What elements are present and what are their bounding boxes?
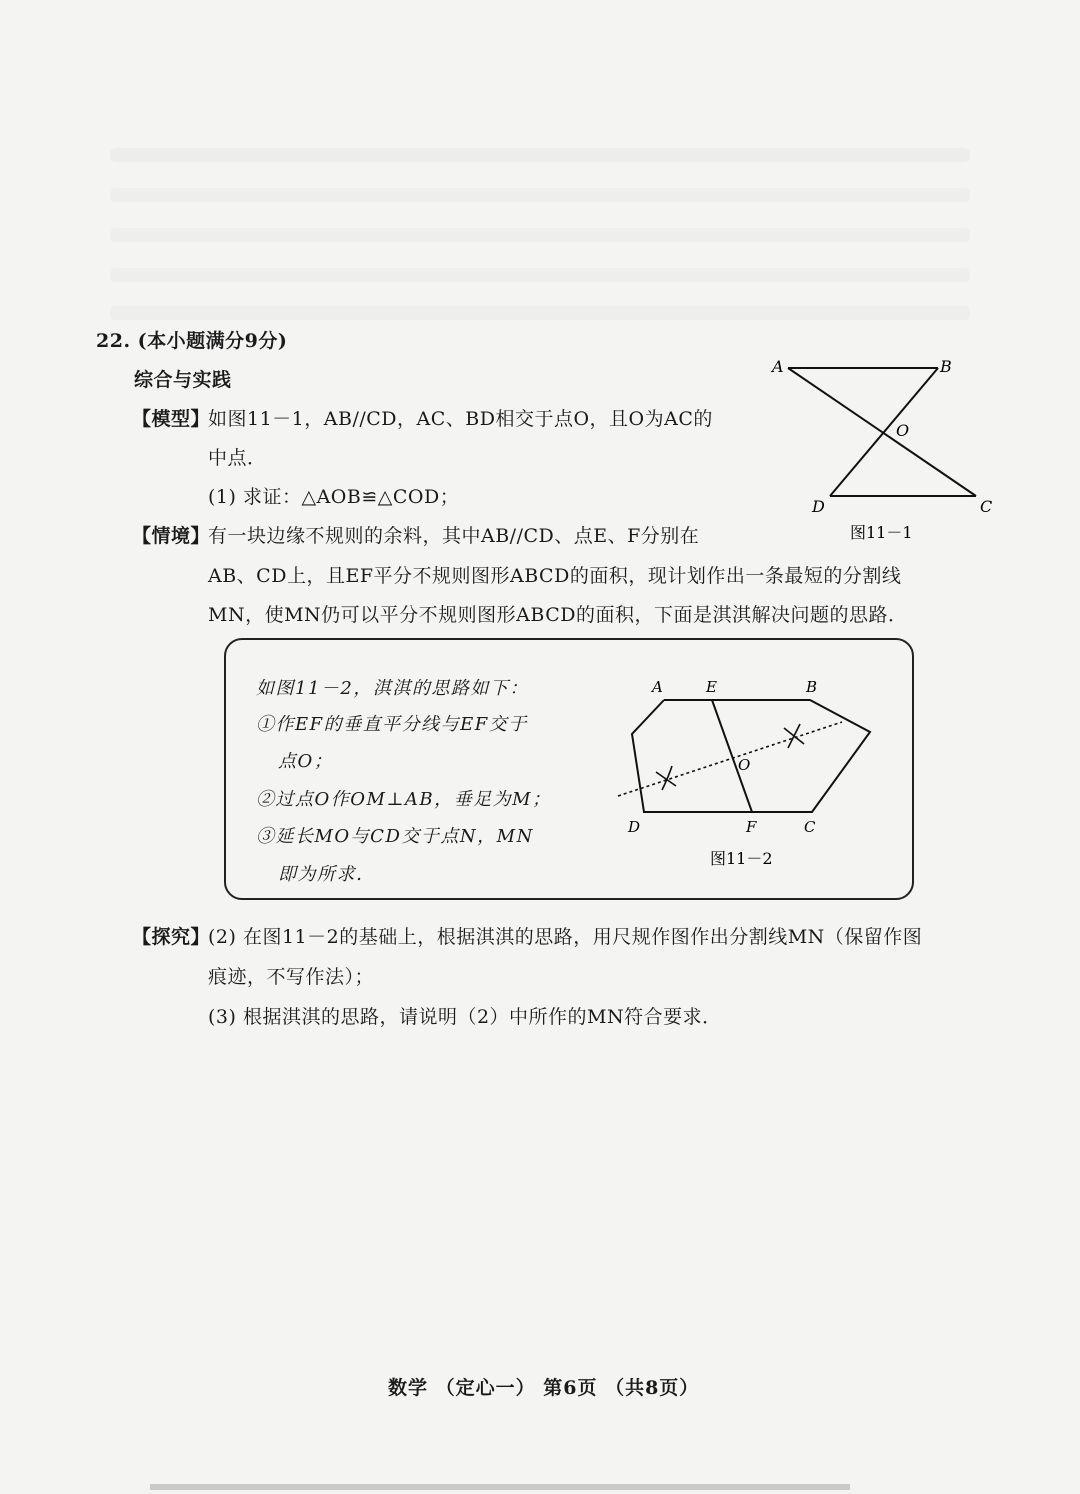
segment-bd [830,368,938,496]
situation-label: 【情境】 [132,525,211,547]
part-1: (1) 求证：△AOB≌△COD； [208,486,460,508]
label-f: F [746,818,757,836]
part-2-line-1: (2) 在图11－2的基础上，根据淇淇的思路，用尺规作图作出分割线MN（保留作图 [208,926,923,948]
situation-line-1: 有一块边缘不规则的余料，其中AB//CD、点E、F分别在 [208,525,700,547]
bleed-through-line [110,148,970,162]
model-label: 【模型】 [132,408,211,430]
figure-11-2 [606,670,896,880]
scan-edge-strip [150,1484,850,1490]
model-line-2: 中点． [208,447,267,469]
situation-line-3: MN，使MN仍可以平分不规则图形ABCD的面积，下面是淇淇解决问题的思路． [208,604,908,626]
step-3-line-1: ③延长MO与CD交于点N，MN [256,826,534,847]
label-o: O [738,756,751,774]
label-b: B [940,357,952,376]
step-1-line-1: ①作EF的垂直平分线与EF交于 [256,714,528,735]
arc-mark-lower [656,766,676,790]
step-3-line-2: 即为所求． [278,864,376,885]
label-c: C [804,818,816,836]
label-d: D [812,497,825,516]
label-d: D [628,818,641,836]
label-c: C [980,497,993,516]
part-2-line-2: 痕迹，不写作法）； [208,966,375,988]
bleed-through-line [110,188,970,202]
part-3: (3) 根据淇淇的思路，请说明（2）中所作的MN符合要求． [208,1006,722,1028]
step-2: ②过点O作OM⊥AB，垂足为M； [256,789,552,810]
label-a: A [772,357,784,376]
label-o: O [896,421,910,440]
bleed-through-line [110,268,970,282]
step-1-line-2: 点O； [278,751,334,772]
figure-11-1 [760,350,1000,550]
bleed-through-line [110,306,970,320]
situation-line-2: AB、CD上，且EF平分不规则图形ABCD的面积，现计划作出一条最短的分割线 [208,565,902,587]
label-e: E [706,678,717,696]
section-title: 综合与实践 [134,369,232,391]
question-header: 22. (本小题满分9分) [96,330,288,352]
bleed-through-line [110,228,970,242]
explore-label: 【探究】 [132,926,211,948]
segment-ac [788,368,976,496]
model-line-1: 如图11－1，AB//CD，AC、BD相交于点O，且O为AC的 [208,408,713,430]
thinking-title: 如图11－2，淇淇的思路如下： [256,678,529,699]
thinking-box [224,638,914,900]
figure-11-1-caption: 图11－1 [850,523,913,542]
page-footer: 数学 （定心一） 第6页 （共8页） [388,1377,700,1399]
perpendicular-bisector-ef [618,722,842,796]
label-b: B [806,678,818,696]
figure-11-2-caption: 图11－2 [710,849,773,868]
irregular-shape-abcd [632,700,870,812]
label-a: A [652,678,663,696]
